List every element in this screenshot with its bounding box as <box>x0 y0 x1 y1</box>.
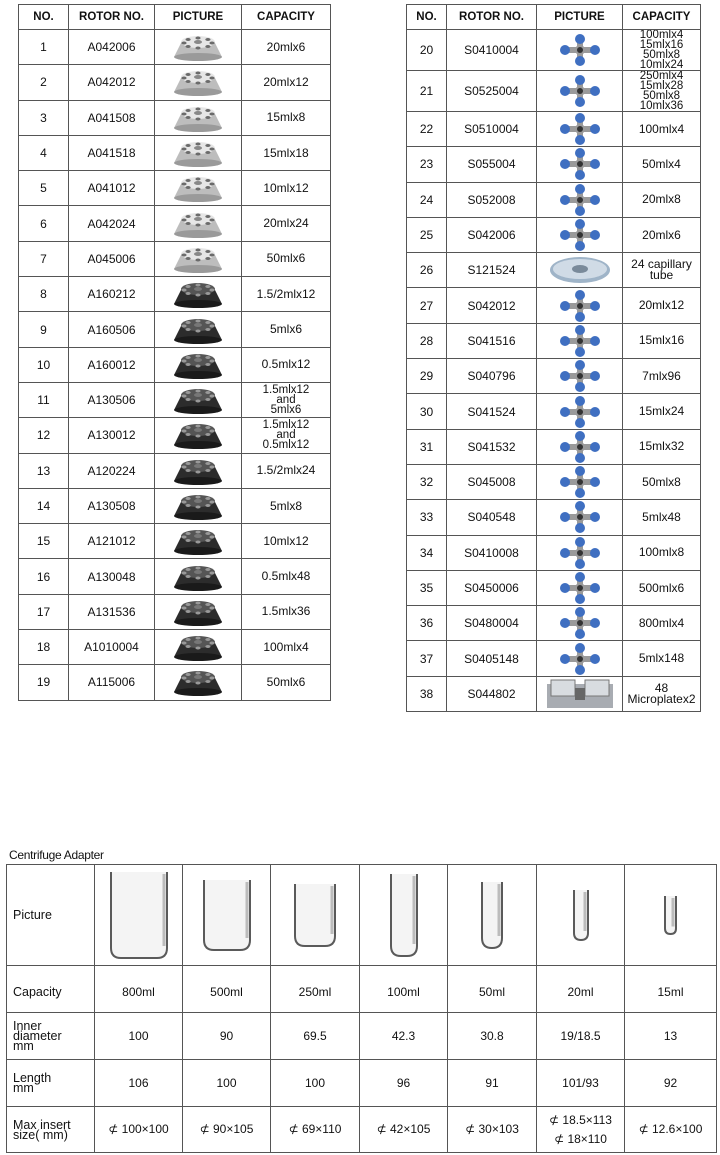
rotor-number: A120224 <box>69 453 155 488</box>
rotor-number: A042012 <box>69 65 155 100</box>
adapter-max: ⊄ 90×105 <box>183 1107 271 1153</box>
header-picture: PICTURE <box>155 5 242 30</box>
swing-rotor-icon <box>537 501 622 533</box>
row-number: 5 <box>19 171 69 206</box>
adapter-label-picture: Picture <box>7 865 95 966</box>
row-number: 10 <box>19 347 69 382</box>
rotor-capacity: 20mlx24 <box>242 206 331 241</box>
angle-rotor-icon <box>155 596 241 628</box>
adapter-inner: 42.3 <box>360 1013 448 1060</box>
rotor-picture <box>537 676 623 711</box>
row-number: 26 <box>407 253 447 288</box>
rotor-number: S042012 <box>447 288 537 323</box>
table-row <box>19 382 331 417</box>
adapter-tube-icon <box>183 878 270 952</box>
angle-rotor-icon <box>155 278 241 310</box>
row-number: 9 <box>19 312 69 347</box>
adapter-max: ⊄ 18.5×113 ⊄ 18×110 <box>537 1107 625 1153</box>
angle-rotor-icon <box>155 419 241 451</box>
adapter-inner: 90 <box>183 1013 271 1060</box>
row-number: 38 <box>407 676 447 711</box>
adapter-capacity: 15ml <box>625 966 717 1013</box>
adapter-capacity: 800ml <box>95 966 183 1013</box>
rotor-picture <box>537 606 623 641</box>
adapter-max: ⊄ 30×103 <box>448 1107 537 1153</box>
rotor-number: A130506 <box>69 382 155 417</box>
swing-rotor-table <box>406 4 701 712</box>
adapter-picture <box>271 865 360 966</box>
angle-rotor-icon <box>155 490 241 522</box>
rotor-picture <box>155 382 242 417</box>
rotor-picture <box>155 312 242 347</box>
adapter-capacity: 100ml <box>360 966 448 1013</box>
table-row <box>407 464 701 499</box>
row-number: 3 <box>19 100 69 135</box>
row-number: 16 <box>19 559 69 594</box>
rotor-picture <box>155 277 242 312</box>
rotor-number: A115006 <box>69 665 155 700</box>
rotor-number: S040796 <box>447 359 537 394</box>
header-capacity: CAPACITY <box>242 5 331 30</box>
rotor-picture <box>155 206 242 241</box>
rotor-picture <box>155 418 242 453</box>
header-rotor-no: ROTOR NO. <box>447 5 537 30</box>
table-row <box>19 488 331 523</box>
table-row <box>19 206 331 241</box>
rotor-number: A160506 <box>69 312 155 347</box>
table-row <box>407 288 701 323</box>
adapter-inner: 19/18.5 <box>537 1013 625 1060</box>
adapter-length: 96 <box>360 1060 448 1107</box>
capillary-rotor-icon <box>537 255 622 285</box>
rotor-capacity: 5mlx148 <box>623 641 701 676</box>
adapter-capacity: 20ml <box>537 966 625 1013</box>
adapter-tube-icon <box>271 882 359 948</box>
table-row <box>19 277 331 312</box>
rotor-number: A045006 <box>69 241 155 276</box>
rotor-capacity: 100mlx8 <box>623 535 701 570</box>
row-number: 8 <box>19 277 69 312</box>
table-row <box>19 524 331 559</box>
rotor-capacity: 5mlx6 <box>242 312 331 347</box>
row-number: 13 <box>19 453 69 488</box>
adapter-section-title: Centrifuge Adapter <box>9 848 104 862</box>
table-row <box>407 676 701 711</box>
table-row <box>407 217 701 252</box>
adapter-length: 91 <box>448 1060 537 1107</box>
adapter-picture <box>360 865 448 966</box>
row-number: 23 <box>407 147 447 182</box>
row-number: 11 <box>19 382 69 417</box>
adapter-max-insert-row <box>7 1107 717 1153</box>
rotor-number: S045008 <box>447 464 537 499</box>
row-number: 31 <box>407 429 447 464</box>
rotor-number: S0410008 <box>447 535 537 570</box>
swing-rotor-icon <box>537 396 622 428</box>
adapter-inner: 100 <box>95 1013 183 1060</box>
table-row <box>407 394 701 429</box>
adapter-capacity: 500ml <box>183 966 271 1013</box>
rotor-capacity: 15mlx24 <box>623 394 701 429</box>
rotor-capacity: 1.5mlx12 and 0.5mlx12 <box>242 418 331 453</box>
rotor-picture <box>155 594 242 629</box>
row-number: 17 <box>19 594 69 629</box>
angle-rotor-icon <box>155 208 241 240</box>
rotor-picture <box>155 630 242 665</box>
row-number: 21 <box>407 71 447 112</box>
table-header-row <box>407 5 701 30</box>
rotor-capacity: 1.5mlx12 and 5mlx6 <box>242 382 331 417</box>
adapter-tube-icon <box>95 870 182 960</box>
rotor-picture <box>537 535 623 570</box>
swing-rotor-icon <box>537 643 622 675</box>
adapter-capacity: 50ml <box>448 966 537 1013</box>
row-number: 2 <box>19 65 69 100</box>
swing-rotor-icon <box>537 34 622 66</box>
table-row <box>407 253 701 288</box>
adapter-inner: 69.5 <box>271 1013 360 1060</box>
header-capacity: CAPACITY <box>623 5 701 30</box>
row-number: 37 <box>407 641 447 676</box>
adapter-tube-icon <box>448 880 536 950</box>
row-number: 12 <box>19 418 69 453</box>
table-header-row <box>19 5 331 30</box>
adapter-length: 92 <box>625 1060 717 1107</box>
rotor-picture <box>155 524 242 559</box>
rotor-number: S042006 <box>447 217 537 252</box>
swing-rotor-icon <box>537 219 622 251</box>
rotor-picture <box>155 100 242 135</box>
rotor-picture <box>537 182 623 217</box>
rotor-picture <box>537 570 623 605</box>
rotor-number: S041524 <box>447 394 537 429</box>
rotor-picture <box>155 665 242 700</box>
rotor-capacity: 500mlx6 <box>623 570 701 605</box>
rotor-picture <box>537 288 623 323</box>
rotor-capacity: 100mlx4 <box>242 630 331 665</box>
rotor-capacity: 5mlx48 <box>623 500 701 535</box>
adapter-inner: 13 <box>625 1013 717 1060</box>
adapter-picture <box>448 865 537 966</box>
adapter-label-capacity: Capacity <box>7 966 95 1013</box>
rotor-number: S052008 <box>447 182 537 217</box>
table-row <box>407 606 701 641</box>
rotor-capacity: 15mlx18 <box>242 135 331 170</box>
swing-rotor-icon <box>537 113 622 145</box>
rotor-number: A041508 <box>69 100 155 135</box>
row-number: 1 <box>19 30 69 65</box>
table-row <box>407 182 701 217</box>
rotor-capacity: 1.5/2mlx24 <box>242 453 331 488</box>
table-row <box>19 171 331 206</box>
rotor-picture <box>155 488 242 523</box>
swing-rotor-icon <box>537 360 622 392</box>
angle-rotor-table <box>18 4 331 701</box>
adapter-length-row <box>7 1060 717 1107</box>
rotor-number: A1010004 <box>69 630 155 665</box>
table-row <box>19 453 331 488</box>
row-number: 4 <box>19 135 69 170</box>
rotor-capacity: 0.5mlx12 <box>242 347 331 382</box>
rotor-number: S041516 <box>447 323 537 358</box>
table-row <box>407 30 701 71</box>
table-row <box>19 241 331 276</box>
angle-rotor-icon <box>155 243 241 275</box>
rotor-picture <box>155 30 242 65</box>
table-row <box>19 100 331 135</box>
rotor-number: A130508 <box>69 488 155 523</box>
adapter-capacity: 250ml <box>271 966 360 1013</box>
rotor-capacity: 50mlx6 <box>242 665 331 700</box>
adapter-tube-icon <box>625 894 716 936</box>
adapter-label-inner-diameter: Inner diameter mm <box>7 1013 95 1060</box>
row-number: 19 <box>19 665 69 700</box>
rotor-number: A121012 <box>69 524 155 559</box>
row-number: 28 <box>407 323 447 358</box>
angle-rotor-icon <box>155 102 241 134</box>
rotor-capacity: 0.5mlx48 <box>242 559 331 594</box>
rotor-capacity: 7mlx96 <box>623 359 701 394</box>
rotor-capacity: 20mlx8 <box>623 182 701 217</box>
rotor-picture <box>155 347 242 382</box>
rotor-picture <box>537 253 623 288</box>
table-row <box>407 429 701 464</box>
row-number: 27 <box>407 288 447 323</box>
table-row <box>407 323 701 358</box>
row-number: 7 <box>19 241 69 276</box>
table-row <box>407 641 701 676</box>
rotor-capacity: 20mlx12 <box>623 288 701 323</box>
rotor-picture <box>537 112 623 147</box>
table-row <box>407 570 701 605</box>
rotor-capacity: 15mlx16 <box>623 323 701 358</box>
rotor-number: S0480004 <box>447 606 537 641</box>
rotor-number: S041532 <box>447 429 537 464</box>
adapter-picture <box>625 865 717 966</box>
angle-rotor-icon <box>155 384 241 416</box>
swing-rotor-icon <box>537 431 622 463</box>
rotor-picture <box>155 453 242 488</box>
swing-rotor-icon <box>537 325 622 357</box>
rotor-number: A130048 <box>69 559 155 594</box>
adapter-max: ⊄ 100×100 <box>95 1107 183 1153</box>
row-number: 35 <box>407 570 447 605</box>
adapter-tube-icon <box>537 888 624 942</box>
row-number: 29 <box>407 359 447 394</box>
angle-rotor-icon <box>155 455 241 487</box>
rotor-picture <box>537 30 623 71</box>
row-number: 33 <box>407 500 447 535</box>
swing-rotor-icon <box>537 607 622 639</box>
rotor-picture <box>537 429 623 464</box>
rotor-number: S0510004 <box>447 112 537 147</box>
adapter-inner: 30.8 <box>448 1013 537 1060</box>
rotor-capacity: 20mlx6 <box>623 217 701 252</box>
swing-rotor-icon <box>537 572 622 604</box>
rotor-capacity: 10mlx12 <box>242 524 331 559</box>
swing-rotor-icon <box>537 148 622 180</box>
row-number: 34 <box>407 535 447 570</box>
rotor-capacity: 20mlx12 <box>242 65 331 100</box>
rotor-picture <box>537 641 623 676</box>
table-row <box>19 630 331 665</box>
rotor-picture <box>155 65 242 100</box>
row-number: 14 <box>19 488 69 523</box>
adapter-length: 101/93 <box>537 1060 625 1107</box>
table-row <box>407 147 701 182</box>
table-row <box>19 135 331 170</box>
swing-rotor-icon <box>537 75 622 107</box>
adapter-picture <box>183 865 271 966</box>
table-row <box>19 665 331 700</box>
adapter-length: 106 <box>95 1060 183 1107</box>
angle-rotor-icon <box>155 172 241 204</box>
adapter-label-max-insert: Max insert size( mm) <box>7 1107 95 1153</box>
table-row <box>19 30 331 65</box>
row-number: 36 <box>407 606 447 641</box>
rotor-capacity: 1.5mlx36 <box>242 594 331 629</box>
rotor-capacity: 15mlx32 <box>623 429 701 464</box>
rotor-capacity: 50mlx4 <box>623 147 701 182</box>
microplate-rotor-icon <box>537 678 622 710</box>
angle-rotor-icon <box>155 31 241 63</box>
rotor-number: A160012 <box>69 347 155 382</box>
swing-rotor-icon <box>537 466 622 498</box>
adapter-picture <box>537 865 625 966</box>
rotor-number: S044802 <box>447 676 537 711</box>
adapter-picture <box>95 865 183 966</box>
angle-rotor-icon <box>155 525 241 557</box>
rotor-capacity: 20mlx6 <box>242 30 331 65</box>
table-row <box>407 71 701 112</box>
rotor-number: S0525004 <box>447 71 537 112</box>
rotor-number: S0410004 <box>447 30 537 71</box>
rotor-picture <box>537 217 623 252</box>
angle-rotor-icon <box>155 631 241 663</box>
rotor-number: S0405148 <box>447 641 537 676</box>
rotor-picture <box>537 500 623 535</box>
adapter-table <box>6 864 717 1153</box>
adapter-tube-icon <box>360 872 447 958</box>
row-number: 15 <box>19 524 69 559</box>
table-row <box>19 312 331 347</box>
adapter-inner-diameter-row <box>7 1013 717 1060</box>
angle-rotor-icon <box>155 66 241 98</box>
rotor-capacity: 5mlx8 <box>242 488 331 523</box>
table-row <box>19 347 331 382</box>
adapter-max: ⊄ 69×110 <box>271 1107 360 1153</box>
rotor-capacity: 100mlx4 15mlx16 50mlx8 10mlx24 <box>623 30 701 71</box>
rotor-number: A041012 <box>69 171 155 206</box>
table-row <box>19 559 331 594</box>
swing-rotor-icon <box>537 184 622 216</box>
rotor-picture <box>155 241 242 276</box>
rotor-capacity: 50mlx6 <box>242 241 331 276</box>
rotor-number: A042024 <box>69 206 155 241</box>
rotor-capacity: 1.5/2mlx12 <box>242 277 331 312</box>
header-no: NO. <box>407 5 447 30</box>
rotor-picture <box>537 147 623 182</box>
rotor-number: A160212 <box>69 277 155 312</box>
adapter-max: ⊄ 12.6×100 <box>625 1107 717 1153</box>
rotor-capacity: 250mlx4 15mlx28 50mlx8 10mlx36 <box>623 71 701 112</box>
rotor-capacity: 10mlx12 <box>242 171 331 206</box>
rotor-number: S040548 <box>447 500 537 535</box>
rotor-number: S055004 <box>447 147 537 182</box>
row-number: 20 <box>407 30 447 71</box>
rotor-number: S121524 <box>447 253 537 288</box>
adapter-picture-row <box>7 865 717 966</box>
table-row <box>19 65 331 100</box>
rotor-capacity: 800mlx4 <box>623 606 701 641</box>
rotor-number: A131536 <box>69 594 155 629</box>
rotor-capacity: 100mlx4 <box>623 112 701 147</box>
rotor-picture <box>155 559 242 594</box>
header-rotor-no: ROTOR NO. <box>69 5 155 30</box>
rotor-number: S0450006 <box>447 570 537 605</box>
table-row <box>407 359 701 394</box>
rotor-capacity: 50mlx8 <box>623 464 701 499</box>
row-number: 6 <box>19 206 69 241</box>
header-picture: PICTURE <box>537 5 623 30</box>
adapter-length: 100 <box>183 1060 271 1107</box>
table-row <box>407 500 701 535</box>
table-row <box>407 112 701 147</box>
row-number: 32 <box>407 464 447 499</box>
rotor-picture <box>155 171 242 206</box>
swing-rotor-icon <box>537 537 622 569</box>
angle-rotor-icon <box>155 666 241 698</box>
table-row <box>19 594 331 629</box>
rotor-number: A042006 <box>69 30 155 65</box>
rotor-capacity: 15mlx8 <box>242 100 331 135</box>
angle-rotor-icon <box>155 561 241 593</box>
adapter-length: 100 <box>271 1060 360 1107</box>
header-no: NO. <box>19 5 69 30</box>
table-row <box>407 535 701 570</box>
row-number: 24 <box>407 182 447 217</box>
rotor-picture <box>537 359 623 394</box>
rotor-picture <box>537 464 623 499</box>
rotor-capacity: 48 Microplatex2 <box>623 676 701 711</box>
angle-rotor-icon <box>155 137 241 169</box>
rotor-picture <box>537 394 623 429</box>
row-number: 18 <box>19 630 69 665</box>
row-number: 25 <box>407 217 447 252</box>
rotor-picture <box>155 135 242 170</box>
rotor-capacity: 24 capillary tube <box>623 253 701 288</box>
swing-rotor-icon <box>537 290 622 322</box>
angle-rotor-icon <box>155 349 241 381</box>
row-number: 30 <box>407 394 447 429</box>
row-number: 22 <box>407 112 447 147</box>
rotor-picture <box>537 71 623 112</box>
rotor-number: A041518 <box>69 135 155 170</box>
rotor-picture <box>537 323 623 358</box>
table-row <box>19 418 331 453</box>
adapter-capacity-row <box>7 966 717 1013</box>
angle-rotor-icon <box>155 314 241 346</box>
adapter-label-length: Length mm <box>7 1060 95 1107</box>
adapter-max: ⊄ 42×105 <box>360 1107 448 1153</box>
rotor-number: A130012 <box>69 418 155 453</box>
